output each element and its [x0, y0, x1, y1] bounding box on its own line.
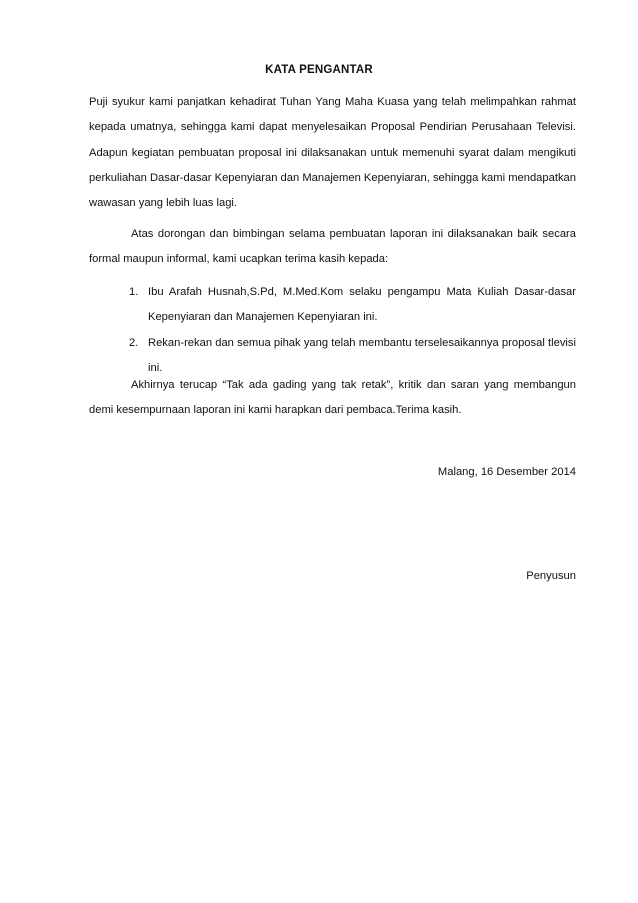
list-item-number: 1.	[129, 286, 139, 298]
list-item-text: Ibu Arafah Husnah,S.Pd, M.Med.Kom selaku pengampu Mata Kuliah Dasar-dasar Kepenyiaran dan Manajemen Kepenyiaran ini.	[148, 286, 576, 324]
paragraph-closing: Akhirnya terucap “Tak ada gading yang tak retak”, kritik dan saran yang membangun demi kesempurnaan laporan ini kami harapkan dari pembaca.Terima kasih.	[89, 379, 576, 417]
thanks-list	[129, 280, 576, 381]
place-date: Malang, 16 Desember 2014	[437, 466, 576, 478]
page-title: KATA PENGANTAR	[265, 64, 373, 76]
list-item-text: Rekan-rekan dan semua pihak yang telah membantu terselesaikannya proposal tlevisi ini.	[148, 336, 576, 374]
paragraph-intro: Puji syukur kami panjatkan kehadirat Tuhan Yang Maha Kuasa yang telah melimpahkan rahmat kepada umatnya, sehingga kami dapat menyelesaikan Proposal Pendirian Perusahaan Televisi. Adapun kegiatan pembuatan proposal ini dilaksanakan untuk memenuhi syarat dalam mengikuti perkuliahan Dasar-dasar Kepenyiaran dan Manajemen Kepenyiaran, sehingga kami mendapatkan wawasan yang lebih luas lagi.	[89, 96, 576, 210]
paragraph-thanks: Atas dorongan dan bimbingan selama pembuatan laporan ini dilaksanakan baik secara formal maupun informal, kami ucapkan terima kasih kepada:	[89, 228, 576, 266]
list-item-number: 2.	[129, 336, 139, 349]
list-item	[129, 280, 576, 331]
signer-name: Penyusun	[526, 570, 576, 582]
